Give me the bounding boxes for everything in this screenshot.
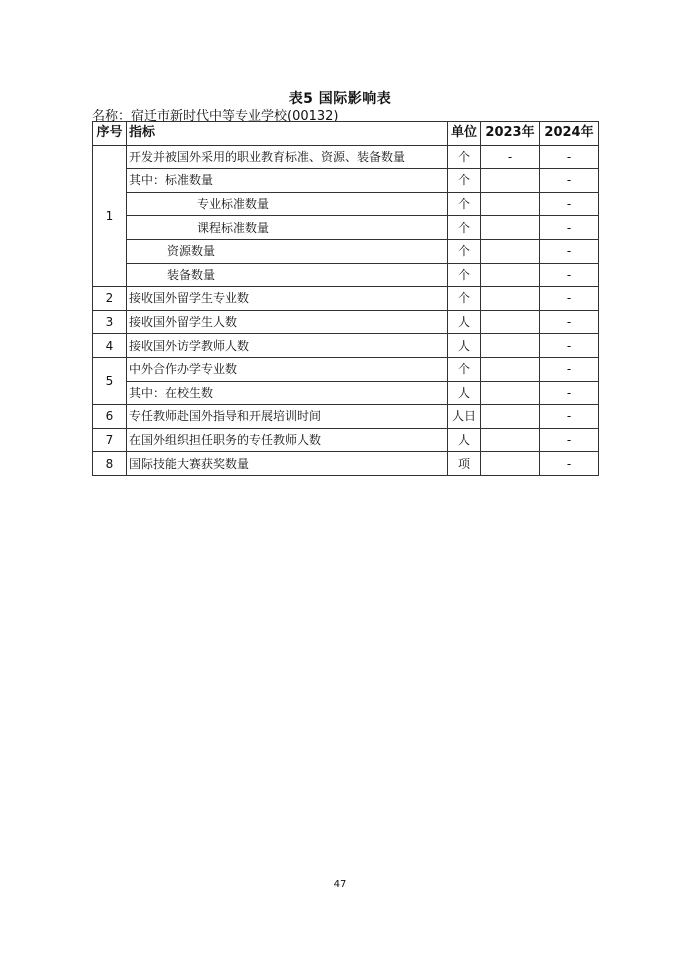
row-no: 7 bbox=[93, 428, 127, 452]
row-2023 bbox=[481, 452, 540, 476]
page-number: 47 bbox=[333, 879, 347, 890]
organization-name: 名称：宿迁市新时代中等专业学校(00132) bbox=[92, 109, 339, 124]
row-no: 3 bbox=[93, 310, 127, 334]
row-indicator: 接收国外留学生人数 bbox=[127, 310, 448, 334]
row-no: 2 bbox=[93, 287, 127, 311]
row-no: 6 bbox=[93, 405, 127, 429]
row-unit: 项 bbox=[448, 452, 481, 476]
row-2023 bbox=[481, 310, 540, 334]
row-unit: 个 bbox=[448, 287, 481, 311]
header-no: 序号 bbox=[93, 122, 127, 146]
table-row bbox=[93, 169, 599, 193]
row-2023 bbox=[481, 216, 540, 240]
table-row bbox=[93, 145, 599, 169]
table-header-row bbox=[93, 122, 599, 146]
table-row bbox=[93, 287, 599, 311]
row-indicator: 其中：在校生数 bbox=[127, 381, 448, 405]
row-2023 bbox=[481, 169, 540, 193]
row-2024: - bbox=[540, 145, 599, 169]
header-2023: 2023年 bbox=[481, 122, 540, 146]
row-2024: - bbox=[540, 263, 599, 287]
row-unit: 个 bbox=[448, 192, 481, 216]
row-no: 8 bbox=[93, 452, 127, 476]
table-row bbox=[93, 452, 599, 476]
row-2023 bbox=[481, 263, 540, 287]
row-indicator: 资源数量 bbox=[127, 239, 448, 263]
row-2024: - bbox=[540, 334, 599, 358]
row-indicator: 接收国外访学教师人数 bbox=[127, 334, 448, 358]
row-indicator: 专任教师赴国外指导和开展培训时间 bbox=[127, 405, 448, 429]
row-indicator: 国际技能大赛获奖数量 bbox=[127, 452, 448, 476]
row-indicator: 中外合作办学专业数 bbox=[127, 357, 448, 381]
row-indicator: 装备数量 bbox=[127, 263, 448, 287]
row-2024: - bbox=[540, 452, 599, 476]
row-2023 bbox=[481, 405, 540, 429]
table-row bbox=[93, 192, 599, 216]
row-2024: - bbox=[540, 381, 599, 405]
row-no: 4 bbox=[93, 334, 127, 358]
table-row bbox=[93, 405, 599, 429]
row-2024: - bbox=[540, 169, 599, 193]
row-2024: - bbox=[540, 405, 599, 429]
row-unit: 个 bbox=[448, 263, 481, 287]
row-indicator: 专业标准数量 bbox=[127, 192, 448, 216]
row-2023 bbox=[481, 334, 540, 358]
row-unit: 个 bbox=[448, 169, 481, 193]
row-2023 bbox=[481, 287, 540, 311]
row-2023 bbox=[481, 239, 540, 263]
table-title: 表5 国际影响表 bbox=[288, 91, 392, 107]
table-row bbox=[93, 381, 599, 405]
row-2024: - bbox=[540, 239, 599, 263]
row-unit: 个 bbox=[448, 357, 481, 381]
table-row bbox=[93, 239, 599, 263]
row-2023 bbox=[481, 192, 540, 216]
row-unit: 人 bbox=[448, 428, 481, 452]
row-indicator: 其中：标准数量 bbox=[127, 169, 448, 193]
table-row bbox=[93, 428, 599, 452]
row-2024: - bbox=[540, 357, 599, 381]
row-2024: - bbox=[540, 216, 599, 240]
table-row bbox=[93, 216, 599, 240]
row-unit: 人日 bbox=[448, 405, 481, 429]
header-indicator: 指标 bbox=[127, 122, 448, 146]
row-unit: 人 bbox=[448, 334, 481, 358]
row-unit: 个 bbox=[448, 239, 481, 263]
row-2023 bbox=[481, 357, 540, 381]
row-unit: 人 bbox=[448, 381, 481, 405]
row-unit: 个 bbox=[448, 145, 481, 169]
table-row bbox=[93, 357, 599, 381]
row-unit: 人 bbox=[448, 310, 481, 334]
header-2024: 2024年 bbox=[540, 122, 599, 146]
row-2024: - bbox=[540, 310, 599, 334]
row-2024: - bbox=[540, 287, 599, 311]
table-row bbox=[93, 310, 599, 334]
row-no: 1 bbox=[93, 145, 127, 287]
table-row bbox=[93, 334, 599, 358]
row-indicator: 开发并被国外采用的职业教育标准、资源、装备数量 bbox=[127, 145, 448, 169]
row-no: 5 bbox=[93, 357, 127, 404]
row-indicator: 在国外组织担任职务的专任教师人数 bbox=[127, 428, 448, 452]
row-2023: - bbox=[481, 145, 540, 169]
row-indicator: 接收国外留学生专业数 bbox=[127, 287, 448, 311]
row-2024: - bbox=[540, 192, 599, 216]
header-unit: 单位 bbox=[448, 122, 481, 146]
international-influence-table bbox=[92, 121, 599, 476]
row-2023 bbox=[481, 428, 540, 452]
row-indicator: 课程标准数量 bbox=[127, 216, 448, 240]
row-2024: - bbox=[540, 428, 599, 452]
table-row bbox=[93, 263, 599, 287]
row-unit: 个 bbox=[448, 216, 481, 240]
row-2023 bbox=[481, 381, 540, 405]
